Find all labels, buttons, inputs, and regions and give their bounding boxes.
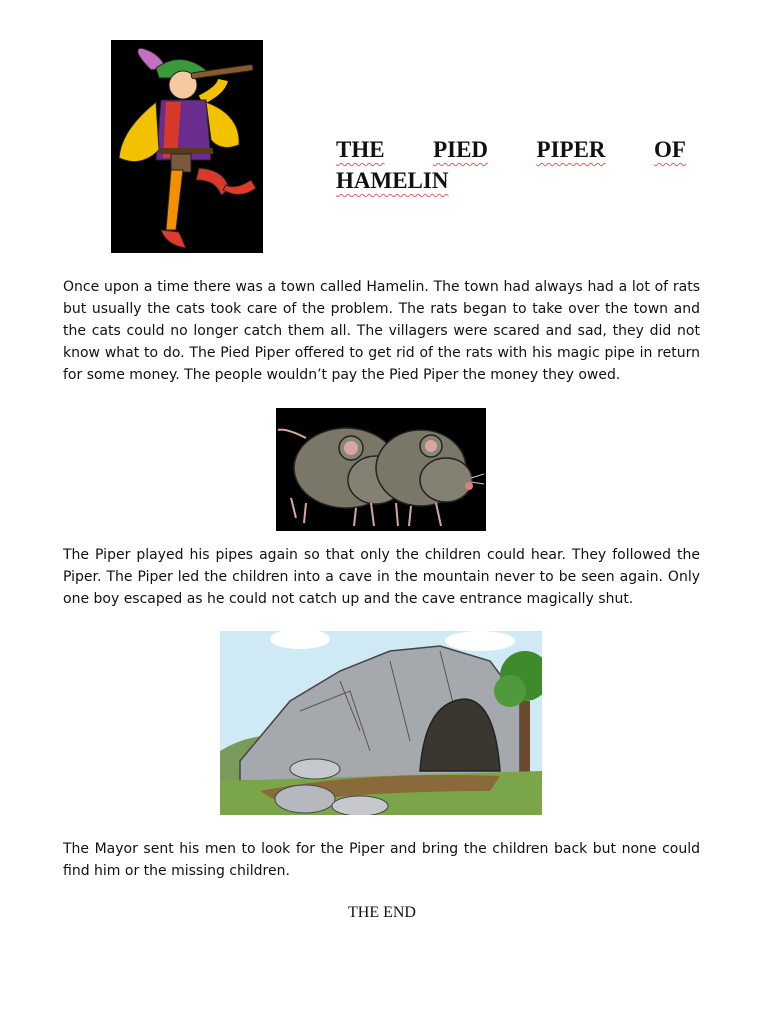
title-word: THE xyxy=(336,137,385,162)
title-word: OF xyxy=(654,137,686,162)
title-word: PIPER xyxy=(536,137,606,162)
title-line-1 xyxy=(336,134,686,165)
story-paragraph: Once upon a time there was a town called Hamelin. The town had always had a lot of rats but usually the cats took care of the problem. The rats began to take over the town and the cats could no longer catch them all. The villagers were scared and sad, they did not know what to do. The Pied Piper offered to get rid of the rats with his magic pipe in return for some money. The people wouldn’t pay the Pied Piper the money they owed. xyxy=(63,279,700,383)
story-paragraph: The Mayor sent his men to look for the Piper and bring the children back but none could find him or the missing children. xyxy=(63,841,700,879)
story-title xyxy=(336,134,686,196)
title-line-2: HAMELIN xyxy=(336,168,449,193)
title-word: PIED xyxy=(433,137,489,162)
story-paragraph: The Piper played his pipes again so that only the children could hear. They followed the Piper. The Piper led the children into a cave in the mountain never to be seen again. Only one boy escaped as he could not catch up and the cave entrance magically shut. xyxy=(63,547,700,607)
mountain-cave-illustration xyxy=(220,631,542,815)
two-rats-illustration xyxy=(276,408,486,531)
the-end-text: THE END xyxy=(348,904,416,921)
pied-piper-illustration xyxy=(111,40,263,253)
